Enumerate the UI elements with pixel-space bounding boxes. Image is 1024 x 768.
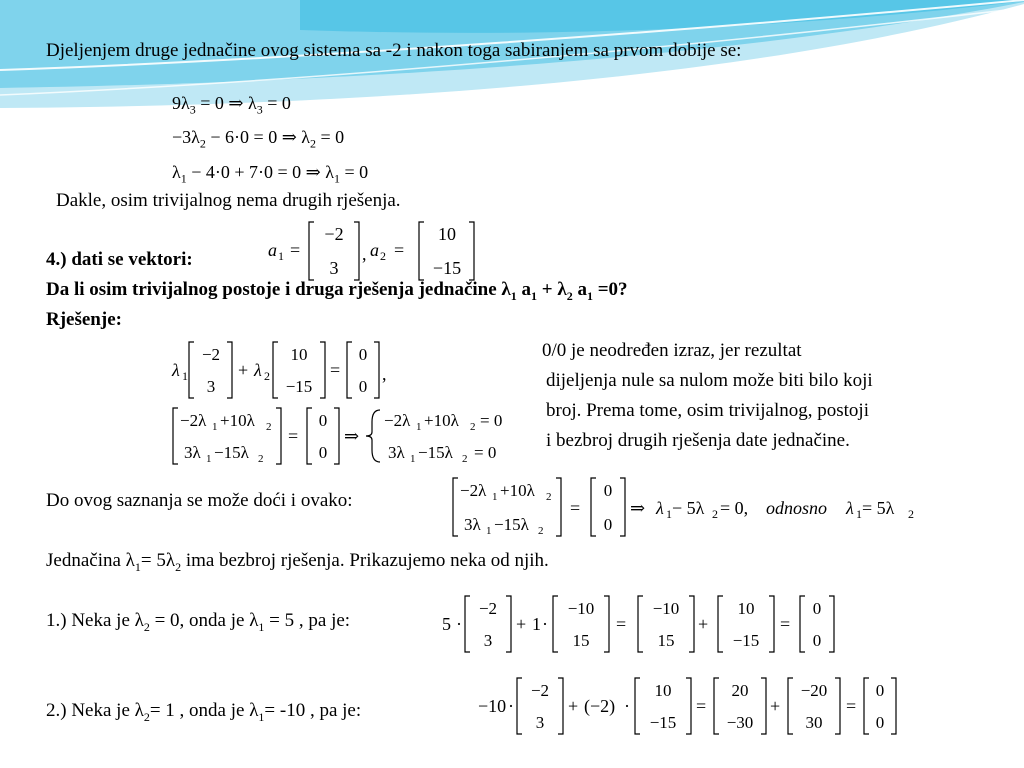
- svg-text:−2: −2: [324, 224, 344, 244]
- svg-text:2: 2: [538, 525, 544, 537]
- svg-text:+10λ: +10λ: [424, 411, 459, 430]
- svg-text:1: 1: [410, 453, 416, 465]
- svg-text:= 0: = 0: [480, 411, 503, 430]
- svg-text:λ: λ: [254, 360, 262, 380]
- svg-text:1: 1: [206, 453, 212, 465]
- svg-text:−2: −2: [530, 681, 550, 700]
- question-text: Da li osim trivijalnog postoje i druga rješenja jednačine $\lambda_1$ $a_1 + \lambda_2$ $a_1 =0$?: [46, 279, 628, 303]
- svg-text:2: 2: [462, 453, 468, 465]
- vectors-definition: [264, 216, 484, 284]
- svg-text:+10λ: +10λ: [220, 411, 255, 430]
- svg-text:2: 2: [546, 491, 552, 503]
- svg-text:⇒: ⇒: [630, 498, 646, 518]
- svg-text:15: 15: [572, 631, 590, 650]
- solution-heading: Rješenje:: [46, 309, 122, 330]
- svg-text:−15λ: −15λ: [418, 443, 453, 462]
- svg-text:,: ,: [382, 364, 387, 384]
- svg-text:0: 0: [358, 345, 368, 364]
- svg-text:·: ·: [456, 614, 462, 634]
- svg-text:=: =: [616, 614, 627, 634]
- svg-text:−10: −10: [478, 696, 507, 716]
- svg-text:−10: −10: [567, 599, 595, 618]
- svg-text:1: 1: [532, 614, 541, 634]
- note-line-1: 0/0 je neodređen izraz, jer rezultat: [542, 340, 802, 361]
- note-line-4: i bezbroj drugih rješenja date jednačine.: [546, 430, 850, 451]
- svg-text:2: 2: [712, 507, 718, 521]
- svg-text:− 5λ: − 5λ: [672, 498, 705, 518]
- svg-text:3: 3: [535, 713, 545, 732]
- svg-text:10: 10: [737, 599, 755, 618]
- example-2-text: 2.) Neka je $\lambda_2= 1$ , onda je $\lambda_1= -10$ , pa je:: [46, 700, 362, 724]
- svg-text:=: =: [290, 240, 301, 260]
- svg-text:1: 1: [856, 507, 862, 521]
- svg-text:=: =: [846, 696, 857, 716]
- svg-text:1: 1: [666, 507, 672, 521]
- svg-text:=: =: [288, 426, 299, 446]
- svg-text:0: 0: [318, 443, 328, 462]
- svg-text:30: 30: [805, 713, 823, 732]
- svg-text:−2: −2: [201, 345, 221, 364]
- svg-text:1: 1: [182, 369, 188, 383]
- svg-text:−20: −20: [800, 681, 828, 700]
- note-line-2: dijeljenja nule sa nulom može biti bilo koji: [546, 370, 873, 391]
- svg-text:λ: λ: [656, 498, 664, 518]
- svg-text:−15: −15: [285, 377, 313, 396]
- svg-text:= 0: = 0: [474, 443, 497, 462]
- svg-text:1: 1: [212, 421, 218, 433]
- svg-text:3λ: 3λ: [388, 443, 405, 462]
- svg-text:λ: λ: [172, 360, 180, 380]
- svg-text:0: 0: [875, 681, 885, 700]
- svg-text:20: 20: [731, 681, 749, 700]
- svg-text:−2λ: −2λ: [180, 411, 207, 430]
- svg-text:(−2): (−2): [584, 696, 616, 716]
- svg-text:+: +: [770, 696, 781, 716]
- svg-text:0: 0: [603, 515, 613, 534]
- svg-text:10: 10: [290, 345, 308, 364]
- svg-text:+: +: [568, 696, 579, 716]
- svg-text:−15λ: −15λ: [214, 443, 249, 462]
- svg-text:0: 0: [812, 599, 822, 618]
- svg-text:=: =: [394, 240, 405, 260]
- task-heading: 4.) dati se vektori:: [46, 249, 193, 270]
- solution-equation-2: [168, 404, 528, 468]
- svg-text:λ: λ: [846, 498, 854, 518]
- svg-text:2: 2: [470, 421, 476, 433]
- svg-text:1: 1: [416, 421, 422, 433]
- example-2-equation: [476, 674, 906, 738]
- svg-text:−2λ: −2λ: [384, 411, 411, 430]
- svg-text:−15λ: −15λ: [494, 515, 529, 534]
- svg-text:+: +: [238, 360, 249, 380]
- svg-text:2: 2: [908, 507, 914, 521]
- svg-text:odnosno: odnosno: [766, 498, 828, 518]
- svg-text:−15: −15: [432, 258, 462, 278]
- svg-text:3λ: 3λ: [464, 515, 481, 534]
- svg-text:5: 5: [442, 614, 451, 634]
- svg-text:−30: −30: [726, 713, 754, 732]
- svg-text:= 0,: = 0,: [720, 498, 749, 518]
- infinite-solutions-text: Jednačina $\lambda_1= 5\lambda_2$ ima bezbroj rješenja. Prikazujemo neka od njih.: [46, 550, 549, 574]
- svg-text:2: 2: [258, 453, 264, 465]
- svg-text:+: +: [698, 614, 709, 634]
- svg-text:3λ: 3λ: [184, 443, 201, 462]
- equation-2: $-3\lambda_2 - 6\cdot 0 = 0$ ⇒ $\lambda_2 = 0$: [172, 127, 345, 151]
- svg-text:3: 3: [483, 631, 493, 650]
- svg-text:=: =: [330, 360, 341, 380]
- svg-text:0: 0: [875, 713, 885, 732]
- svg-text:10: 10: [654, 681, 672, 700]
- svg-text:0: 0: [318, 411, 328, 430]
- conclusion-text: Dakle, osim trivijalnog nema drugih rješenja.: [56, 190, 401, 211]
- svg-text:+: +: [516, 614, 527, 634]
- svg-text:−10: −10: [652, 599, 680, 618]
- svg-text:−15: −15: [732, 631, 760, 650]
- svg-text:a: a: [268, 240, 277, 260]
- svg-text:3: 3: [206, 377, 216, 396]
- svg-text:2: 2: [264, 369, 270, 383]
- alt-equation: [448, 474, 928, 540]
- solution-equation-1: [168, 338, 398, 402]
- svg-text:·: ·: [508, 696, 514, 716]
- svg-text:15: 15: [657, 631, 675, 650]
- example-1-equation: [440, 592, 840, 656]
- svg-text:=: =: [696, 696, 707, 716]
- svg-text:=: =: [570, 498, 581, 518]
- svg-text:=: =: [780, 614, 791, 634]
- svg-text:1: 1: [278, 249, 284, 263]
- svg-text:0: 0: [603, 481, 613, 500]
- svg-text:+10λ: +10λ: [500, 481, 535, 500]
- example-1-text: 1.) Neka je $\lambda_2 = 0$, onda je $\lambda_1 = 5$ , pa je:: [46, 610, 351, 634]
- svg-text:·: ·: [624, 696, 630, 716]
- svg-text:3: 3: [329, 258, 339, 278]
- svg-text:0: 0: [812, 631, 822, 650]
- svg-text:⇒: ⇒: [344, 426, 360, 446]
- alt-text: Do ovog saznanja se može doći i ovako:: [46, 490, 353, 511]
- svg-text:−15: −15: [649, 713, 677, 732]
- svg-text:−2: −2: [478, 599, 498, 618]
- equation-1: $9\lambda_3 = 0$ ⇒ $\lambda_3 = 0$: [172, 93, 291, 117]
- svg-text:·: ·: [542, 614, 548, 634]
- svg-text:,: ,: [362, 244, 367, 264]
- svg-text:2: 2: [380, 249, 386, 263]
- svg-text:2: 2: [266, 421, 272, 433]
- svg-text:= 5λ: = 5λ: [862, 498, 895, 518]
- note-line-3: broj. Prema tome, osim trivijalnog, postoji: [546, 400, 869, 421]
- equation-3: $\lambda_1 - 4\cdot 0 + 7\cdot 0 = 0$ ⇒ $\lambda_1 = 0$: [172, 162, 369, 186]
- svg-text:10: 10: [438, 224, 456, 244]
- svg-text:1: 1: [492, 491, 498, 503]
- svg-text:a: a: [370, 240, 379, 260]
- intro-text: Djeljenjem druge jednačine ovog sistema sa -2 i nakon toga sabiranjem sa prvom dobije se:: [46, 40, 742, 61]
- svg-text:−2λ: −2λ: [460, 481, 487, 500]
- svg-text:0: 0: [358, 377, 368, 396]
- svg-text:1: 1: [486, 525, 492, 537]
